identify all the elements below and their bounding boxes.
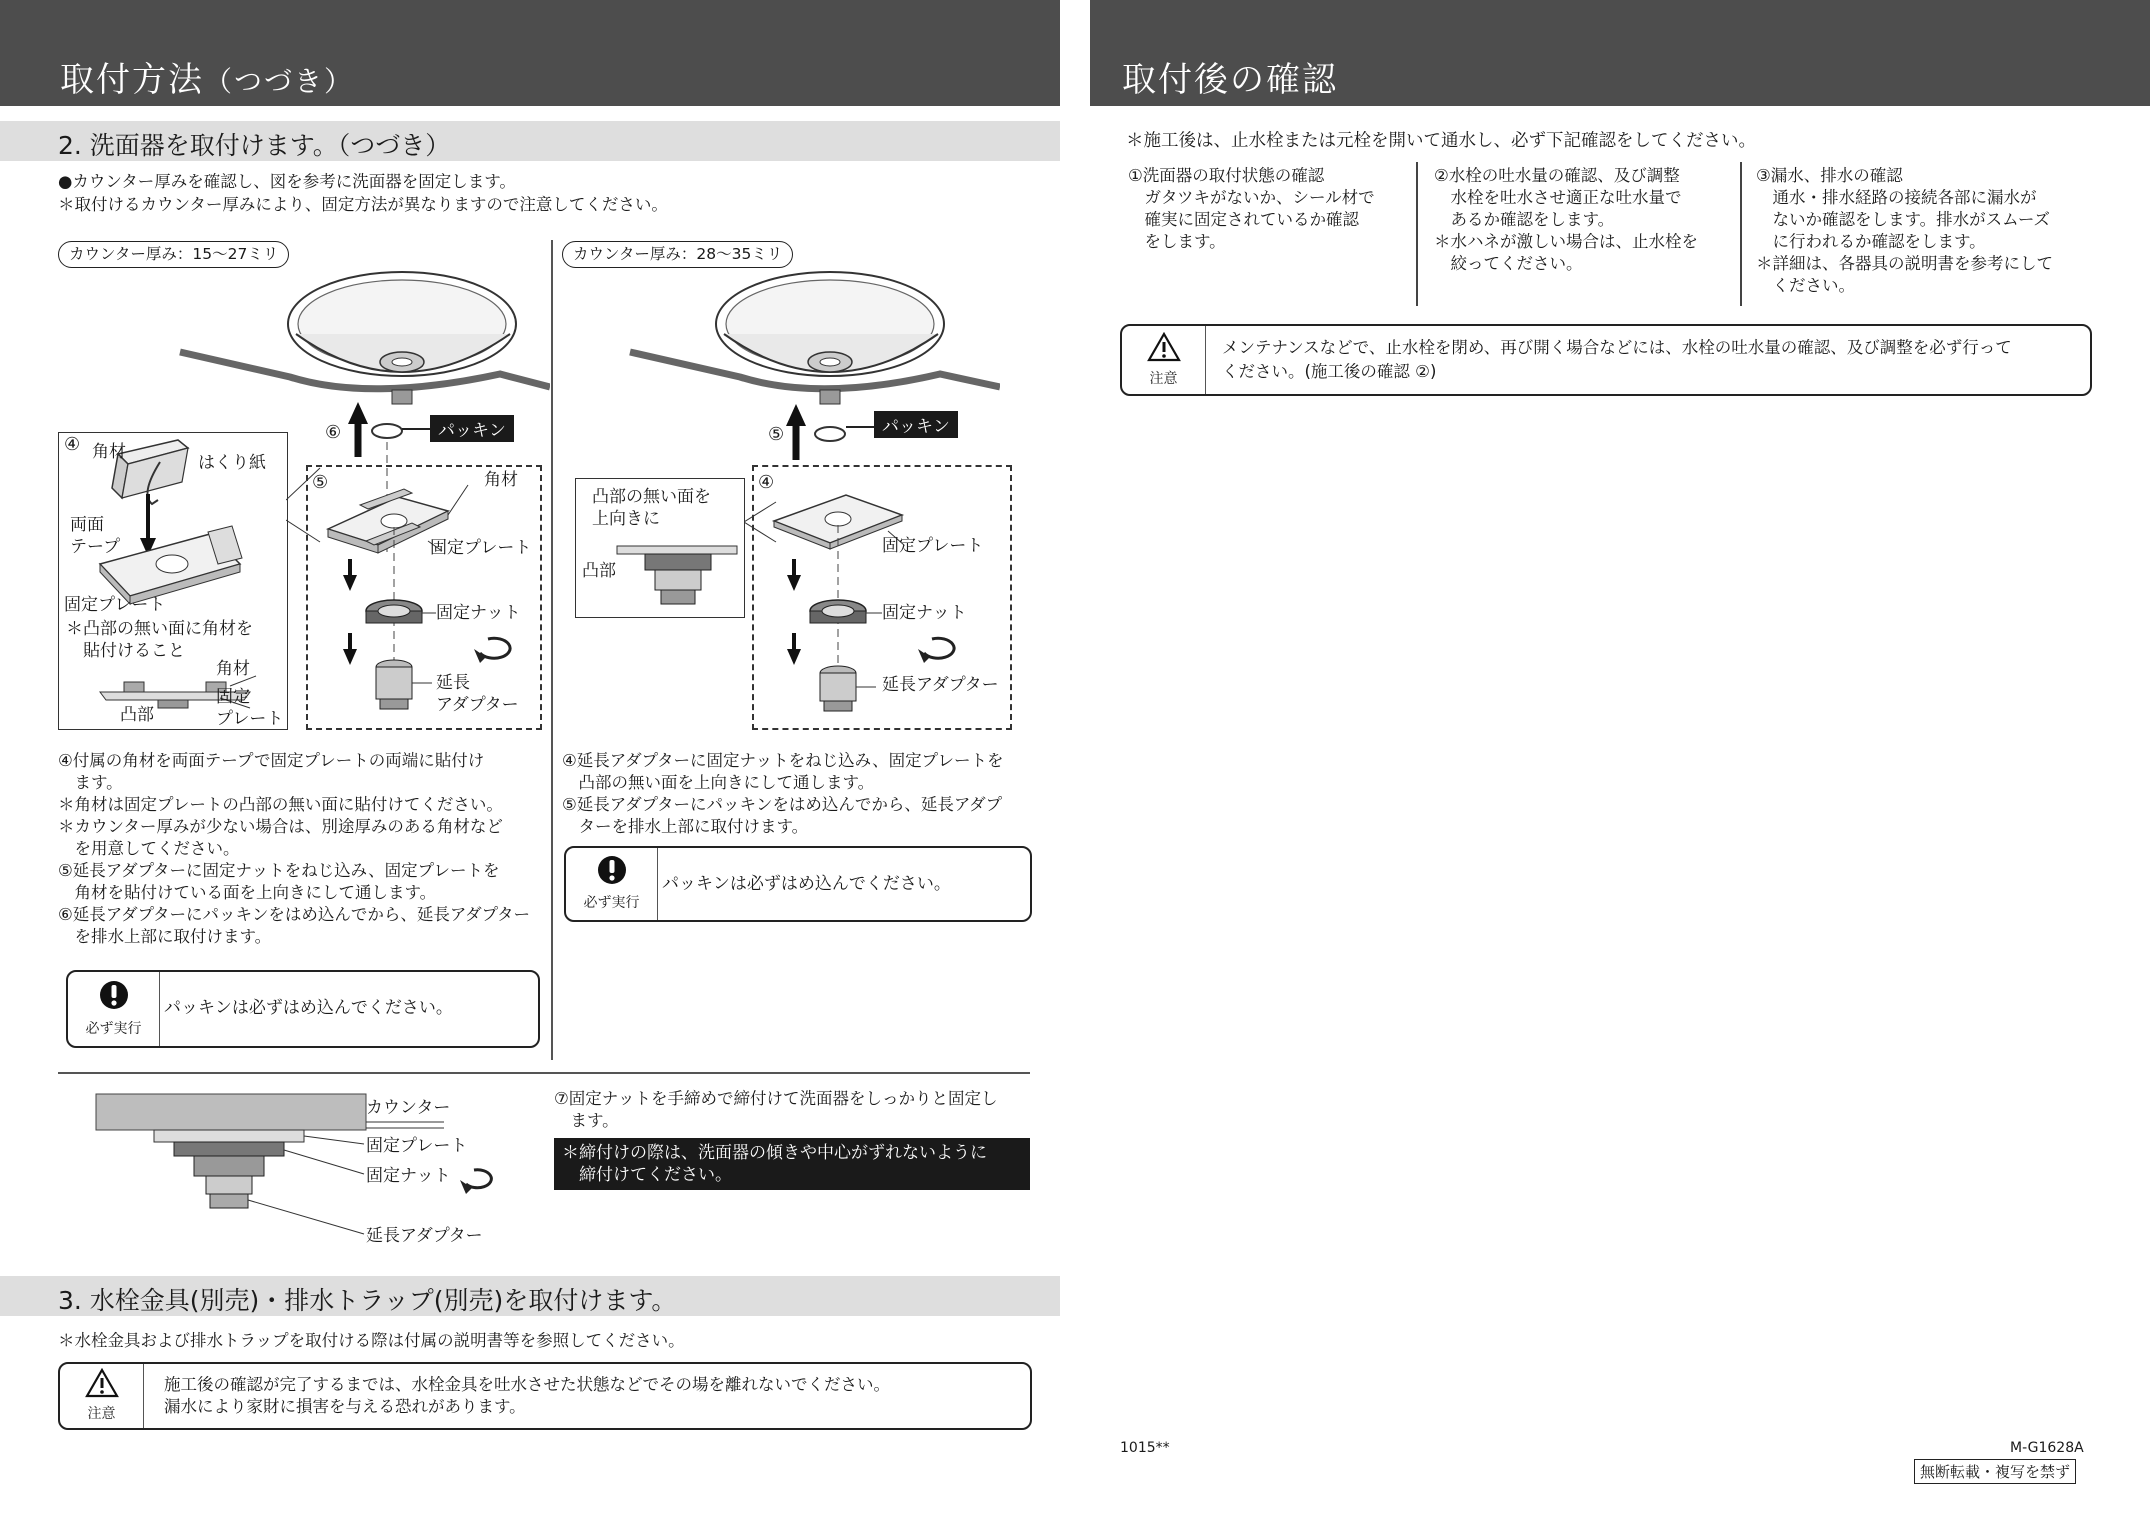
step-6-marker-a: ⑥ (325, 422, 342, 443)
kakuzai-attach-diagram (60, 434, 286, 728)
packing-label-a: パッキン (430, 415, 514, 442)
step7-separator (58, 1072, 1030, 1074)
caution-icon-cell-after (1122, 326, 1206, 394)
exclamation-circle-icon (99, 980, 129, 1010)
hakuri-label: はくり紙 (198, 453, 266, 473)
caution-message-after: メンテナンスなどで、止水栓を閉め、再び開く場合などには、水栓の吐水量の確認、及び調整を必ず行って ください。(施工後の確認 ②) (1222, 338, 2012, 381)
mandatory-message-b: パッキンは必ずはめ込んでください。 (662, 874, 951, 894)
footer-copyright: 無断転載・複写を禁ず (1914, 1459, 2076, 1484)
check-divider-2 (1740, 162, 1742, 306)
mandatory-icon-cell-a (68, 972, 160, 1046)
caution-message-s3: 施工後の確認が完了するまでは、水栓金具を吐水させた状態などでその場を離れないでください。 漏水により家財に損害を与える恐れがあります。 (164, 1375, 890, 1416)
left-header-bar (0, 0, 1060, 106)
steps-text-a: ④付属の角材を両面テープで固定プレートの両端に貼付け ます。 ＊角材は固定プレートの凸部の無い面に貼付けてください。 ＊カウンター厚みが少ない場合は、別途厚みのある角材など を用意してください。 ⑤延長アダプターに固定ナットをねじ込み、固定プレートを 角材を貼付けている面を上向きにして通します。 ⑥延長アダプターにパッキンをはめ込んでから、延長アダプター を排水上部に取付けます。 (58, 751, 531, 946)
step-5-marker-b: ⑤ (768, 424, 785, 445)
plate-label-step7: 固定プレート (366, 1136, 468, 1156)
section2-intro-1: ●カウンター厚みを確認し、図を参考に洗面器を固定します。 (58, 172, 516, 191)
check-item-1: ①洗面器の取付状態の確認 ガタツキがないか、シール材で 確実に固定されているか確認 をします。 (1128, 166, 1375, 251)
caution-label-after: 注意 (1149, 371, 1178, 387)
kotei-plate-label-a: 固定プレート (430, 538, 532, 558)
mandatory-label-a: 必ず実行 (85, 1021, 142, 1037)
ryomen-tape-label: 両面 テープ (70, 515, 121, 557)
section3-title: 3. 水栓金具(別売)・排水トラップ(別売)を取付けます。 (58, 1286, 677, 1315)
column-divider (551, 240, 553, 1060)
exclamation-circle-icon (597, 855, 627, 885)
packing-label-b: パッキン (874, 411, 958, 438)
section2-intro-2: ＊取付けるカウンター厚みにより、固定方法が異なりますので注意してください。 (58, 195, 668, 214)
adapter-label-b: 延長アダプター (882, 675, 999, 695)
right-header-bar (1090, 0, 2150, 106)
kotei-plate-label-2: 固定 プレート (216, 687, 284, 729)
steps-text-b: ④延長アダプターに固定ナットをねじ込み、固定プレートを 凸部の無い面を上向きにして通します。 ⑤延長アダプターにパッキンをはめ込んでから、延長アダプ ターを排水上部に取付けます。 (562, 751, 1004, 836)
kakuzai-label: 角材 (92, 442, 126, 462)
kakuzai-label-3: 角材 (484, 470, 518, 490)
packing-leader-b (846, 426, 874, 428)
step-4-marker-a: ④ (64, 434, 81, 455)
inset-note: ＊凸部の無い面に角材を 貼付けること (66, 619, 253, 661)
kotei-nut-label-a: 固定ナット (436, 603, 521, 623)
kakuzai-label-2: 角材 (216, 659, 250, 679)
warning-triangle-icon (85, 1368, 119, 1398)
section3-title-bar (0, 1276, 1060, 1316)
nut-label-step7: 固定ナット (366, 1166, 451, 1186)
section2-title-bar (0, 121, 1060, 161)
totsubu-label-a: 凸部 (120, 705, 154, 725)
check-item-3: ③漏水、排水の確認 通水・排水経路の接続各部に漏水が ないか確認をします。排水がスムーズ に行われるか確認をします。 ＊詳細は、各器具の説明書を参考にして ください。 (1756, 166, 2053, 295)
adapter-label-a: 延長 アダプター (436, 673, 519, 715)
footer-code: 1015** (1120, 1440, 1170, 1456)
warning-triangle-icon (1147, 332, 1181, 362)
step7-note: ＊締付けの際は、洗面器の傾きや中心がずれないように 締付けてください。 (554, 1138, 1030, 1190)
mandatory-notice-b (564, 846, 1032, 922)
kotei-plate-label-inset: 固定プレート (64, 595, 166, 615)
section3-intro: ＊水栓金具および排水トラップを取付ける際は付属の説明書等を参照してください。 (58, 1331, 685, 1350)
left-page-title: 取付方法（つづき） (60, 60, 355, 100)
check-item-2: ②水栓の吐水量の確認、及び調整 水栓を吐水させ適正な吐水量で あるか確認をします。 ＊水ハネが激しい場合は、止水栓を 絞ってください。 (1434, 166, 1698, 273)
caution-notice-section3 (58, 1362, 1032, 1430)
section2-title: 2. 洗面器を取付けます。（つづき） (58, 131, 451, 160)
counter-label: カウンター (366, 1098, 451, 1118)
counter-thickness-pill-a: カウンター厚み：15〜27ミリ (58, 241, 289, 268)
caution-notice-after (1120, 324, 2092, 396)
caution-label-s3: 注意 (87, 1406, 116, 1422)
packing-leader-a (402, 428, 430, 430)
right-page-title: 取付後の確認 (1122, 60, 1338, 100)
totsubu-label-b: 凸部 (582, 561, 616, 581)
after-intro: ＊施工後は、止水栓または元栓を開いて通水し、必ず下記確認をしてください。 (1126, 131, 1756, 151)
step-4-marker-b: ④ (758, 472, 775, 493)
counter-thickness-pill-b: カウンター厚み：28〜35ミリ (562, 241, 793, 268)
check-divider-1 (1416, 162, 1418, 306)
mandatory-icon-cell-b (566, 848, 658, 920)
mandatory-message-a: パッキンは必ずはめ込んでください。 (164, 998, 453, 1018)
face-up-label: 凸部の無い面を 上向きに (592, 487, 711, 529)
adapter-label-step7: 延長アダプター (366, 1226, 483, 1246)
kotei-nut-label-b: 固定ナット (882, 603, 967, 623)
kotei-plate-label-b: 固定プレート (882, 536, 984, 556)
step-5-marker-a: ⑤ (312, 472, 329, 493)
step7-text: ⑦固定ナットを手締めで締付けて洗面器をしっかりと固定し ます。 (554, 1089, 998, 1130)
mandatory-label-b: 必ず実行 (583, 895, 640, 911)
caution-icon-cell-s3 (60, 1364, 144, 1428)
mandatory-notice-a (66, 970, 540, 1048)
footer-doc-id: M-G1628A (2010, 1440, 2084, 1456)
